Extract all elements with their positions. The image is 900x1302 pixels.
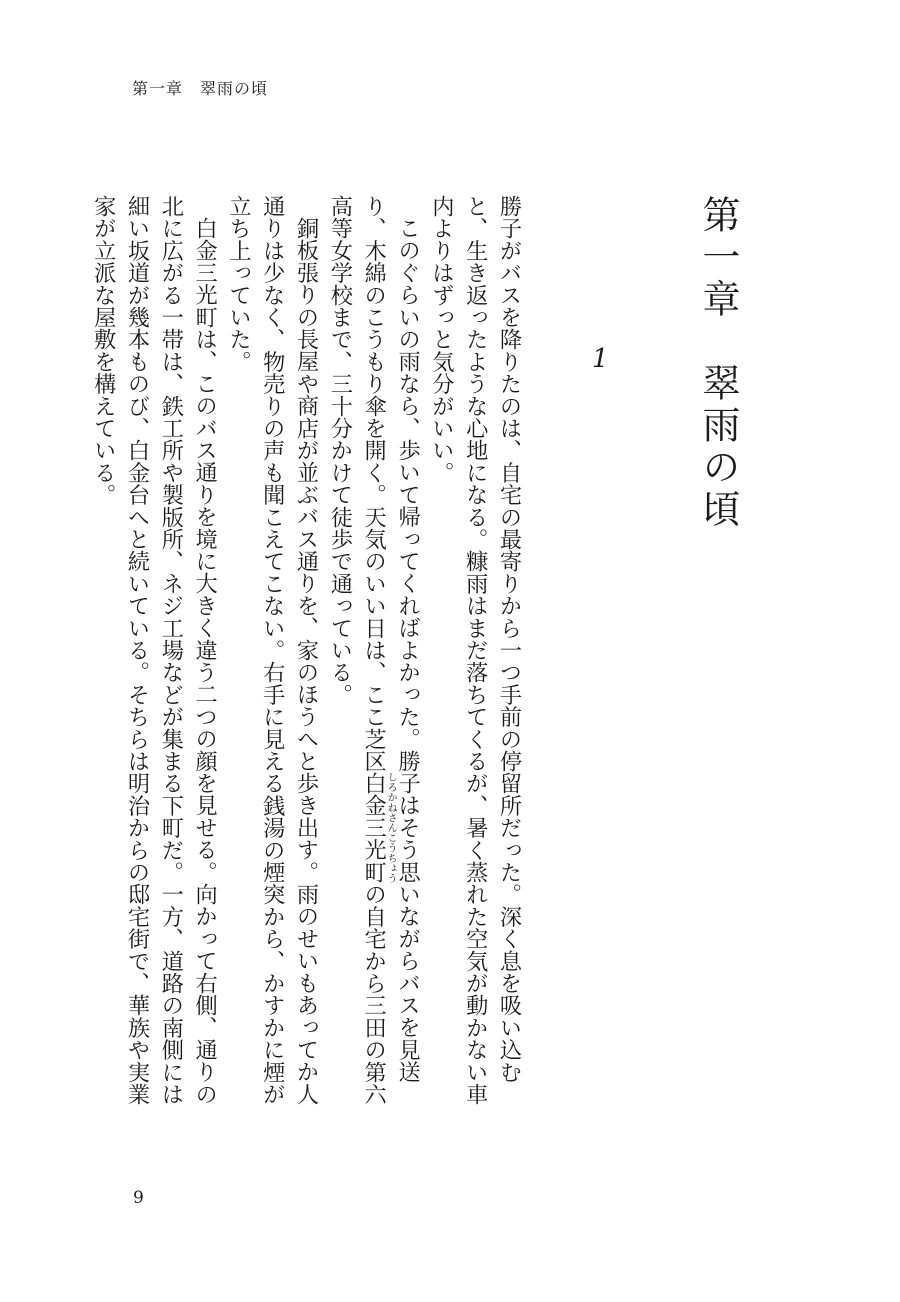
chapter-title: 第一章 翠雨の頃 xyxy=(696,195,740,531)
paragraph-2-before-ruby: このぐらいの雨なら、歩いて帰ってくればよかった。勝子はそう思いながらバスを見送り、木綿のこうもり傘を開く。天気のいい日は、ここ芝区 xyxy=(360,195,421,1083)
ruby-place-name xyxy=(360,772,397,884)
paragraph-4: 白金三光町は、このバス通りを境に大きく違う二つの顔を見せる。向かって右側、通りの北に広がる一帯は、鉄工所や製版所、ネジ工場などが集まる下町だ。一方、道路の南側には細い坂道が幾本ものび、白金台へと続いている。そちらは明治からの邸宅街で、華族や実業家が立派な屋敷を構えている。 xyxy=(90,195,218,1106)
page-number: 9 xyxy=(133,1188,144,1208)
paragraph-1: 勝子がバスを降りたのは、自宅の最寄りから一つ手前の停留所だった。深く息を吸い込むと、生き返ったような心地になる。糠雨はまだ落ちてくるが、暑く蒸れた空気が動かない車内よりはずっと気分がいい。 xyxy=(428,195,522,1106)
paragraph-3: 銅板張りの長屋や商店が並ぶバス通りを、家のほうへと歩き出す。雨のせいもあってか人通りは少なく、物売りの声も聞こえてこない。右手に見える銭湯の煙突から、かすかに煙が立ち上っていた。 xyxy=(225,195,320,1106)
ruby-base: 白金三光町 xyxy=(360,772,387,884)
section-number: 1 xyxy=(592,344,609,374)
body-text xyxy=(85,195,525,1120)
paragraph-2-after-ruby: の自宅から三田の第六高等女学校まで、三十分かけて徒歩で通っている。 xyxy=(326,195,387,1106)
paragraph-2 xyxy=(322,195,424,1120)
ruby-reading: しろかねさんこうちょう xyxy=(385,772,397,884)
running-header: 第一章 翠雨の頃 xyxy=(132,79,269,98)
